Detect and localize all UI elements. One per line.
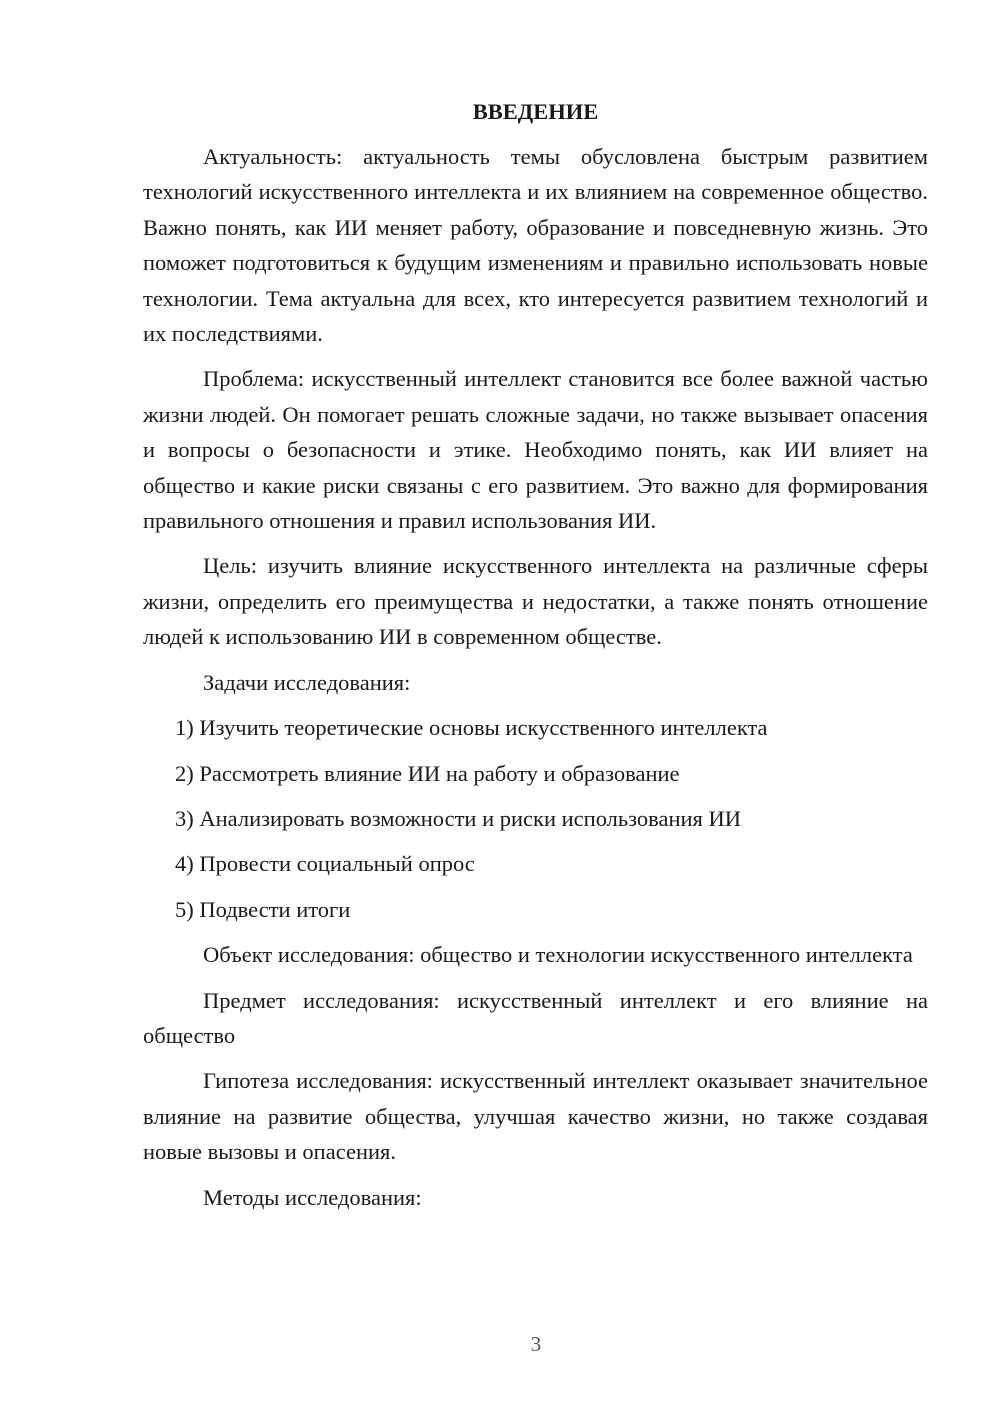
- paragraph-object: Объект исследования: общество и технологии искусственного интеллекта: [203, 942, 913, 968]
- page-number: 3: [530, 1332, 542, 1356]
- tasks-list: [143, 710, 928, 927]
- paragraph-hypothesis: Гипотеза исследования: искусственный интеллект оказывает значительное влияние на развитие общества, улучшая качество жизни, но также создавая новые вызовы и опасения.: [143, 1068, 928, 1165]
- methods-heading: Методы исследования:: [203, 1184, 422, 1210]
- paragraph-subject: Предмет исследования: искусственный интеллект и его влияние на общество: [143, 987, 928, 1048]
- task-item-5: 5) Подвести итоги: [175, 896, 351, 922]
- paragraph-goal: Цель: изучить влияние искусственного интеллекта на различные сферы жизни, определить его преимущества и недостатки, а также понять отношение людей к использованию ИИ в современном обществе.: [143, 553, 928, 650]
- tasks-heading: Задачи исследования:: [203, 669, 411, 695]
- paragraph-problem: Проблема: искусственный интеллект становится все более важной частью жизни людей. Он помогает решать сложные задачи, но также вызывает опасения и вопросы о безопасности и этике. Необходимо понять, как ИИ влияет на общество и какие риски связаны с его развитием. Это важно для формирования правильного отношения и правил использования ИИ.: [143, 366, 928, 534]
- task-item-3: 3) Анализировать возможности и риски использования ИИ: [175, 805, 742, 831]
- document-title: ВВЕДЕНИЕ: [472, 99, 599, 124]
- document-page: [143, 94, 928, 1225]
- task-item-4: 4) Провести социальный опрос: [175, 851, 475, 877]
- task-item-1: 1) Изучить теоретические основы искусственного интеллекта: [175, 715, 768, 741]
- paragraph-relevance: Актуальность: актуальность темы обусловлена быстрым развитием технологий искусственного интеллекта и их влиянием на современное общество. Важно понять, как ИИ меняет работу, образование и повседневную жизнь. Это поможет подготовиться к будущим изменениям и правильно использовать новые технологии. Тема актуальна для всех, кто интересуется развитием технологий и их последствиями.: [143, 144, 928, 347]
- task-item-2: 2) Рассмотреть влияние ИИ на работу и образование: [175, 760, 680, 786]
